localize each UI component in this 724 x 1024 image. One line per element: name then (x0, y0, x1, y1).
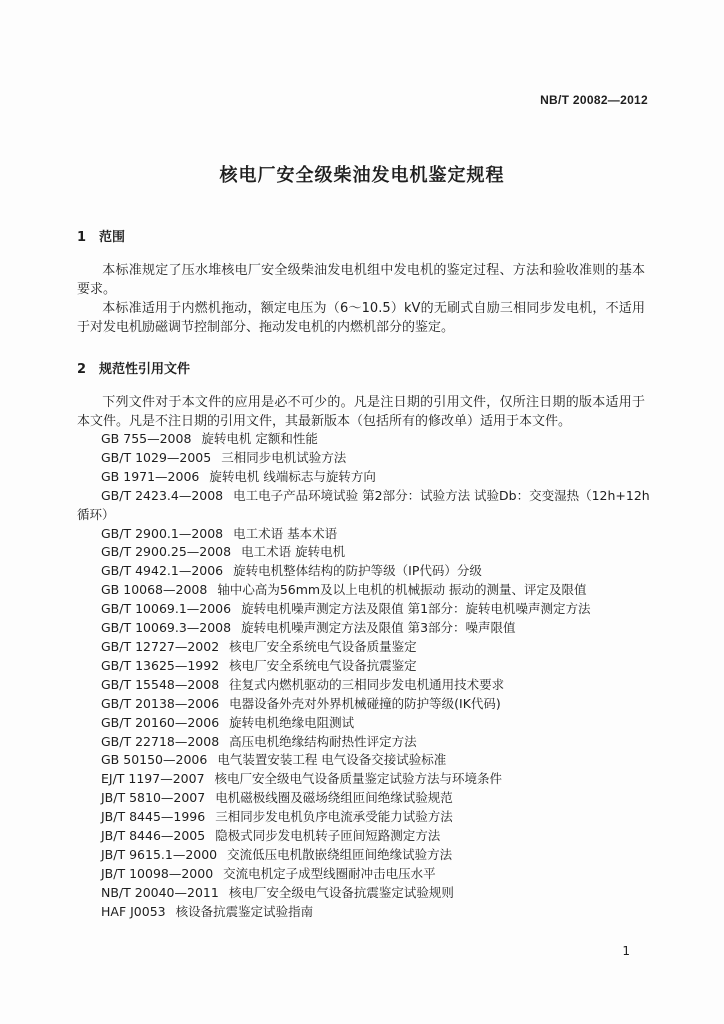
scope-paragraph-2 (77, 299, 645, 337)
section-title: 规范性引用文件 (99, 362, 191, 377)
reference-item (101, 751, 649, 770)
reference-item (101, 638, 649, 657)
reference-title: 核电厂安全系统电气设备抗震鉴定 (229, 657, 417, 673)
reference-code: JB/T 8446—2005 (101, 828, 206, 844)
reference-code: JB/T 10098—2000 (101, 865, 214, 881)
reference-code: GB/T 1029—2005 (101, 449, 212, 465)
reference-code: GB/T 15548—2008 (101, 676, 220, 692)
reference-title: 电机磁极线圈及磁场绕组匝间绝缘试验规范 (215, 790, 453, 806)
reference-title: 电器设备外壳对外界机械碰撞的防护等级(IK代码) (229, 695, 501, 711)
reference-title: 交流电机定子成型线圈耐冲击电压水平 (223, 865, 436, 881)
reference-title: 旋转电机绝缘电阻测试 (229, 714, 355, 730)
standard-code: NB/T 20082—2012 (540, 93, 648, 107)
reference-item (101, 562, 649, 581)
reference-title: 电工电子产品环境试验 第2部分：试验方法 试验Db：交变湿热（12h+12h (233, 487, 650, 503)
reference-title: 核电厂安全级电气设备质量鉴定试验方法与环境条件 (214, 771, 503, 787)
reference-item (101, 487, 649, 506)
reference-item (101, 525, 649, 544)
reference-item (101, 770, 649, 789)
section-title: 范围 (99, 230, 126, 245)
reference-item (101, 865, 649, 884)
reference-code: JB/T 8445—1996 (101, 809, 206, 825)
reference-item (101, 789, 649, 808)
reference-code: GB/T 4942.1—2006 (101, 563, 224, 579)
reference-code: GB/T 20160—2006 (101, 714, 220, 730)
reference-item (101, 543, 649, 562)
reference-title: 电气装置安装工程 电气设备交接试验标准 (217, 752, 447, 768)
reference-title: 电工术语 基本术语 (233, 525, 338, 541)
reference-title: 交流低压电机散嵌绕组匝间绝缘试验方法 (227, 846, 453, 862)
reference-title: 旋转电机噪声测定方法及限值 第3部分：噪声限值 (241, 620, 516, 636)
reference-code: JB/T 5810—2007 (101, 790, 206, 806)
reference-item (101, 827, 649, 846)
reference-code: EJ/T 1197—2007 (101, 771, 205, 787)
reference-title: 旋转电机 线端标志与旋转方向 (209, 468, 376, 484)
refs-intro-paragraph (77, 393, 645, 431)
section-number: 1 (77, 230, 87, 245)
section-number: 2 (77, 362, 87, 377)
reference-code: GB 1971—2006 (101, 468, 200, 484)
reference-title: 旋转电机整体结构的防护等级（IP代码）分级 (233, 563, 482, 579)
reference-title: 旋转电机 定额和性能 (201, 431, 318, 446)
reference-code: GB 10068—2008 (101, 582, 208, 598)
reference-item (101, 619, 649, 638)
reference-code: GB/T 13625—1992 (101, 657, 220, 673)
reference-code: GB 50150—2006 (101, 752, 208, 768)
reference-item (101, 676, 649, 695)
reference-item (101, 808, 649, 827)
reference-item (101, 884, 649, 903)
reference-item (101, 846, 649, 865)
reference-title: 核设备抗震鉴定试验指南 (175, 903, 314, 919)
reference-code: JB/T 9615.1—2000 (101, 846, 218, 862)
reference-code: NB/T 20040—2011 (101, 884, 219, 900)
paragraph-text: 本标准适用于内燃机拖动，额定电压为（6～10.5）kV的无刷式自励三相同步发电机，不适用于对发电机励磁调节控制部分、拖动发电机的内燃机部分的鉴定。 (77, 301, 645, 335)
reference-continuation: 循环） (77, 506, 115, 522)
page-title: 核电厂安全级柴油发电机鉴定规程 (219, 165, 505, 186)
paragraph-text: 本标准规定了压水堆核电厂安全级柴油发电机组中发电机的鉴定过程、方法和验收准则的基本要求。 (77, 263, 645, 297)
reference-code: GB 755—2008 (101, 431, 192, 446)
section-1-heading (77, 226, 125, 245)
reference-list (77, 430, 650, 922)
reference-title: 高压电机绝缘结构耐热性评定方法 (229, 733, 417, 749)
reference-item (101, 600, 649, 619)
reference-code: GB/T 10069.1—2006 (101, 601, 232, 617)
reference-item (101, 714, 649, 733)
reference-item (101, 733, 649, 752)
reference-item (101, 903, 649, 922)
reference-code: GB/T 12727—2002 (101, 638, 220, 654)
reference-title: 旋转电机噪声测定方法及限值 第1部分：旋转电机噪声测定方法 (241, 601, 591, 617)
reference-code: GB/T 20138—2006 (101, 695, 220, 711)
reference-title: 三相同步发电机负序电流承受能力试验方法 (215, 809, 453, 825)
section-2-heading (77, 358, 190, 377)
reference-item (101, 430, 649, 449)
reference-item (101, 657, 649, 676)
reference-code: GB/T 2900.1—2008 (101, 525, 224, 541)
reference-item (101, 468, 649, 487)
reference-title: 电工术语 旋转电机 (241, 544, 346, 560)
reference-code: GB/T 2900.25—2008 (101, 544, 232, 560)
reference-item (101, 449, 649, 468)
reference-code: GB/T 10069.3—2008 (101, 620, 232, 636)
reference-code: GB/T 22718—2008 (101, 733, 220, 749)
reference-title: 核电厂安全级电气设备抗震鉴定试验规则 (228, 884, 454, 900)
page-number: 1 (622, 944, 630, 958)
reference-title: 轴中心高为56mm及以上电机的机械振动 振动的测量、评定及限值 (217, 582, 587, 598)
reference-code: GB/T 2423.4—2008 (101, 487, 224, 503)
reference-title: 核电厂安全系统电气设备质量鉴定 (229, 638, 417, 654)
reference-title: 隐极式同步发电机转子匝间短路测定方法 (215, 828, 441, 844)
reference-title: 往复式内燃机驱动的三相同步发电机通用技术要求 (229, 676, 505, 692)
paragraph-text: 下列文件对于本文件的应用是必不可少的。凡是注日期的引用文件，仅所注日期的版本适用于本文件。凡是不注日期的引用文件，其最新版本（包括所有的修改单）适用于本文件。 (77, 395, 645, 429)
reference-item (101, 695, 649, 714)
reference-code: HAF J0053 (101, 903, 166, 919)
scope-paragraph-1 (77, 261, 645, 299)
reference-item (101, 581, 649, 600)
reference-title: 三相同步电机试验方法 (221, 449, 347, 465)
